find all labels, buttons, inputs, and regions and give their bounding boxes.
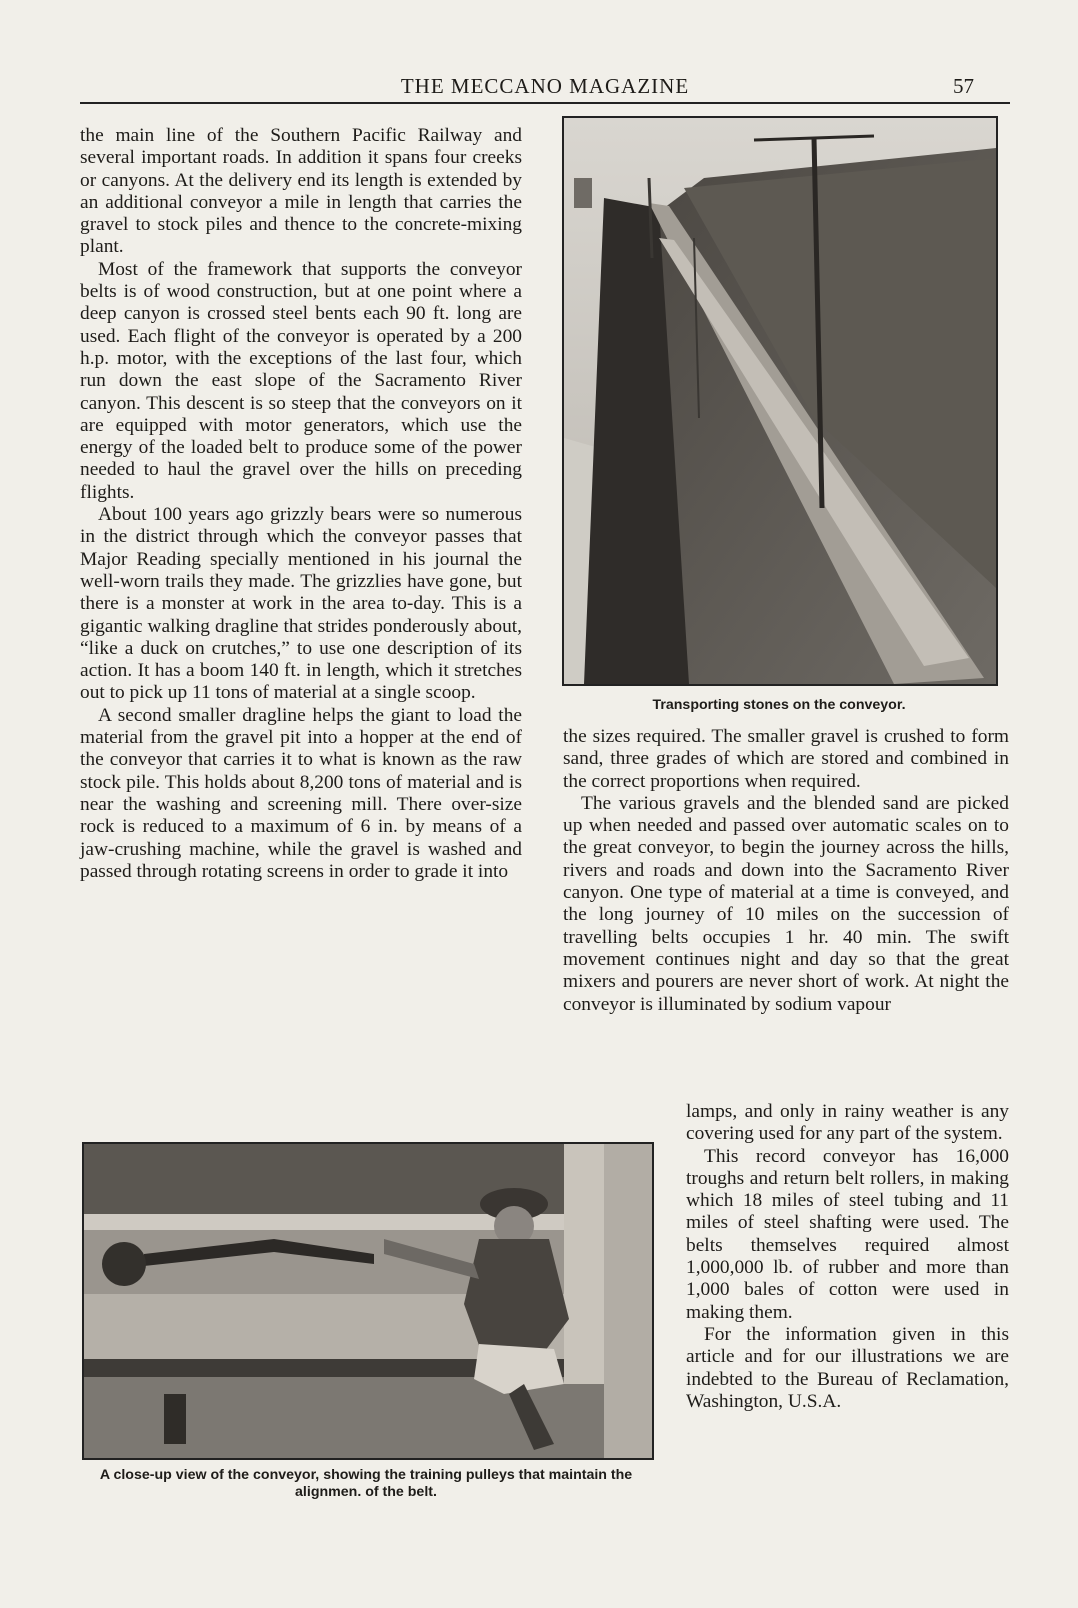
right-column-lower [686,1101,1009,1413]
training-pulleys-photo-illustration [84,1144,652,1458]
conveyor-photo-illustration [564,118,996,684]
conveyor-photo [562,116,998,686]
paragraph: For the information given in this article and for our illustrations we are indebted to the Bureau of Reclamation, Washington, U.S.A. [686,1323,1009,1412]
page-number: 57 [953,74,974,98]
paragraph: the main line of the Southern Pacific Railway and several important roads. In addition it spans four creeks or canyons. At the delivery end its length is extended by an additional conveyor a mile in length that carries the gravel to stock piles and thence to the concrete-mixing plant. [80,125,522,258]
paragraph: A second smaller dragline helps the giant to load the material from the gravel pit into a hopper at the end of the conveyor that carries it to what is known as the raw stock pile. This holds about 8,200 tons of material and is near the washing and screening mill. There over-size rock is reduced to a maximum of 6 in. by means of a jaw-crushing machine, while the gravel is washed and passed through rotating screens in order to grade it into [80,704,522,882]
left-column [80,125,522,883]
paragraph: The various gravels and the blended sand are picked up when needed and passed over automatic scales on to the great conveyor, to begin the journey across the hills, rivers and roads and down into the Sacramento River canyon. One type of material at a time is conveyed, and the long journey of 10 miles on the succession of travelling belts occupies 1 hr. 40 min. The swift movement continues night and day so that the great mixers and pourers are never short of work. At night the conveyor is illuminated by sodium vapour [563,792,1009,1015]
magazine-title: THE MECCANO MAGAZINE [400,74,690,98]
training-pulleys-photo [82,1142,654,1460]
paragraph: Most of the framework that supports the conveyor belts is of wood construction, but at one point where a deep canyon is crossed steel bents each 90 ft. long are used. Each flight of the conveyor is operated by a 200 h.p. motor, with the exceptions of the last four, which run down the east slope of the Sacramento River canyon. This descent is so steep that the conveyors on it are equipped with motor generators, which use the energy of the loaded belt to produce some of the power needed to haul the gravel over the hills on preceding flights. [80,258,522,503]
running-head [80,72,1010,104]
paragraph: About 100 years ago grizzly bears were so numerous in the district through which the conveyor passes that Major Reading specially mentioned in his journal the well-worn trails they made. The grizzlies have gone, but there is a monster at work in the area to-day. This is a gigantic walking dragline that strides ponderously about, “like a duck on crutches,” to use one description of its action. It has a boom 140 ft. in length, which it stretches out to pick up 11 tons of material at a single scoop. [80,504,522,704]
paragraph: the sizes required. The smaller gravel is crushed to form sand, three grades of which are stored and combined in the correct proportions when required. [563,726,1009,792]
right-column-upper [563,726,1009,1016]
conveyor-photo-caption: Transporting stones on the conveyor. [652,697,906,713]
training-pulleys-caption: A close-up view of the conveyor, showing the training pulleys that maintain the alignmen. of the belt. [99,1467,633,1500]
paragraph: This record conveyor has 16,000 troughs and return belt rollers, in making which 18 miles of steel tubing and 11 miles of steel shafting were used. The belts themselves required almost 1,000,000 lb. of rubber and more than 1,000 bales of cotton were used in making them. [686,1145,1009,1323]
paragraph: lamps, and only in rainy weather is any covering used for any part of the system. [686,1101,1009,1145]
